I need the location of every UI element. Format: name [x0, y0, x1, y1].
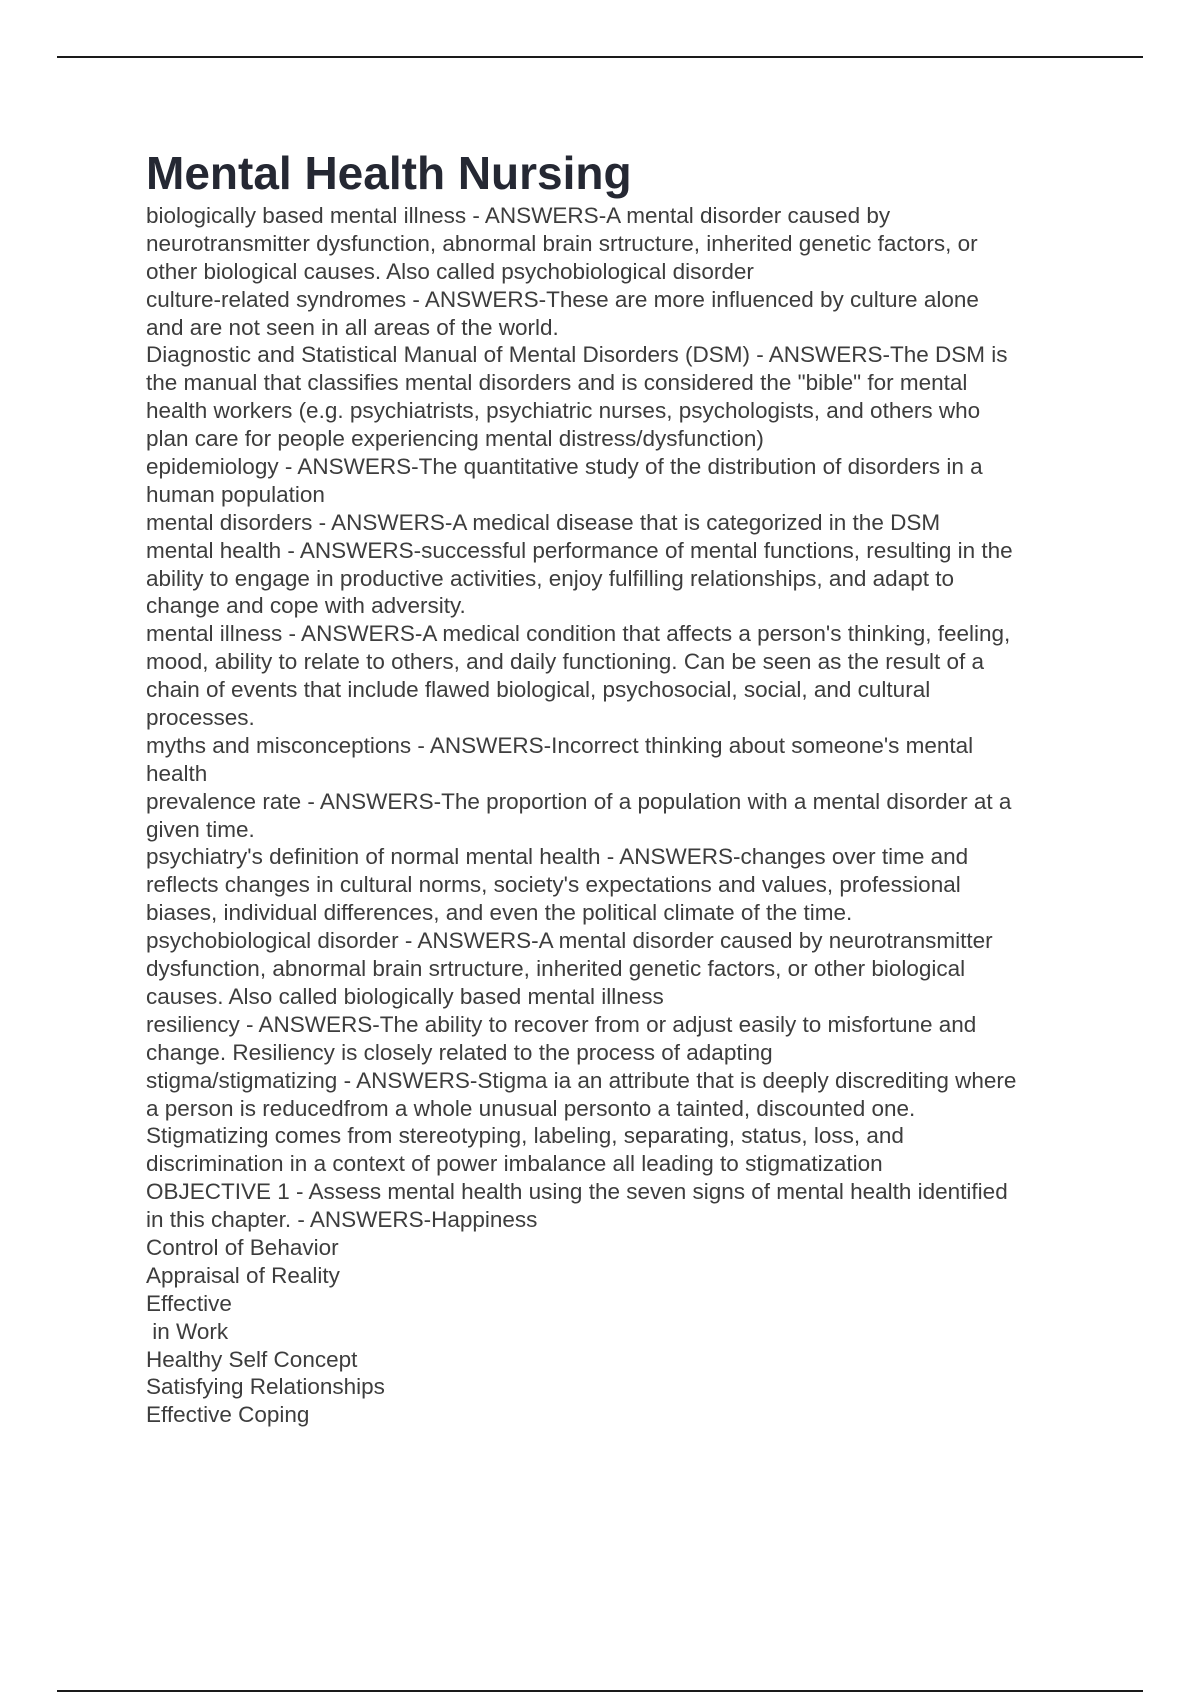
text-line: Control of Behavior [146, 1234, 339, 1260]
text-line: human population [146, 481, 325, 507]
text-line: plan care for people experiencing mental distress/dysfunction) [146, 426, 764, 452]
text-line: change. Resiliency is closely related to the process of adapting [146, 1039, 773, 1065]
text-line: other biological causes. Also called psychobiological disorder [146, 258, 754, 284]
document-text [146, 202, 1086, 1429]
text-line: Effective Coping [146, 1402, 310, 1428]
text-line: chain of events that include flawed biological, psychosocial, social, and cultural [146, 677, 931, 703]
text-line: mood, ability to relate to others, and daily functioning. Can be seen as the result of a [146, 649, 985, 675]
text-line: Effective [146, 1290, 232, 1316]
text-line: Diagnostic and Statistical Manual of Mental Disorders (DSM) - ANSWERS-The DSM is [146, 342, 1008, 368]
document-body [146, 144, 1086, 1429]
text-line: and are not seen in all areas of the world. [146, 314, 559, 340]
text-line: Healthy Self Concept [146, 1346, 358, 1372]
text-line: health workers (e.g. psychiatrists, psychiatric nurses, psychologists, and others who [146, 398, 981, 424]
text-line: dysfunction, abnormal brain srtructure, inherited genetic factors, or other biological [146, 956, 966, 982]
text-line: prevalence rate - ANSWERS-The proportion of a population with a mental disorder at a [146, 788, 1012, 814]
text-line: stigma/stigmatizing - ANSWERS-Stigma ia an attribute that is deeply discrediting where [146, 1067, 1017, 1093]
text-line: culture-related syndromes - ANSWERS-These are more influenced by culture alone [146, 286, 979, 312]
text-line: health [146, 760, 208, 786]
text-line: OBJECTIVE 1 - Assess mental health using the seven signs of mental health identified [146, 1179, 1008, 1205]
text-line: in Work [146, 1318, 229, 1344]
text-line: epidemiology - ANSWERS-The quantitative study of the distribution of disorders in a [146, 454, 983, 480]
text-line: discrimination in a context of power imbalance all leading to stigmatization [146, 1151, 883, 1177]
text-line: mental illness - ANSWERS-A medical condition that affects a person's thinking, feeling, [146, 621, 1011, 647]
footer-rule [57, 1690, 1143, 1692]
text-line: Satisfying Relationships [146, 1374, 385, 1400]
text-line: mental health - ANSWERS-successful performance of mental functions, resulting in the [146, 537, 1013, 563]
text-line: biologically based mental illness - ANSWERS-A mental disorder caused by [146, 203, 891, 228]
text-line: the manual that classifies mental disorders and is considered the "bible" for mental [146, 370, 968, 396]
text-line: mental disorders - ANSWERS-A medical disease that is categorized in the DSM [146, 509, 941, 535]
text-line: Stigmatizing comes from stereotyping, labeling, separating, status, loss, and [146, 1123, 904, 1149]
text-line: ability to engage in productive activities, enjoy fulfilling relationships, and adapt to [146, 565, 954, 591]
text-line: processes. [146, 705, 255, 731]
text-line: reflects changes in cultural norms, society's expectations and values, professional [146, 872, 961, 898]
text-line: psychobiological disorder - ANSWERS-A mental disorder caused by neurotransmitter [146, 928, 993, 954]
text-line: given time. [146, 816, 255, 842]
text-line: biases, individual differences, and even the political climate of the time. [146, 900, 853, 926]
text-line: myths and misconceptions - ANSWERS-Incorrect thinking about someone's mental [146, 732, 974, 758]
text-line: in this chapter. - ANSWERS-Happiness [146, 1207, 538, 1233]
text-line: change and cope with adversity. [146, 593, 466, 619]
text-line: a person is reducedfrom a whole unusual personto a tainted, discounted one. [146, 1095, 916, 1121]
text-line: neurotransmitter dysfunction, abnormal brain srtructure, inherited genetic factors, or [146, 230, 978, 256]
document-title: Mental Health Nursing [146, 147, 632, 199]
text-line: Appraisal of Reality [146, 1262, 340, 1288]
text-line: psychiatry's definition of normal mental health - ANSWERS-changes over time and [146, 844, 969, 870]
header-rule [57, 56, 1143, 58]
text-line: resiliency - ANSWERS-The ability to recover from or adjust easily to misfortune and [146, 1011, 977, 1037]
text-line: causes. Also called biologically based mental illness [146, 983, 664, 1009]
